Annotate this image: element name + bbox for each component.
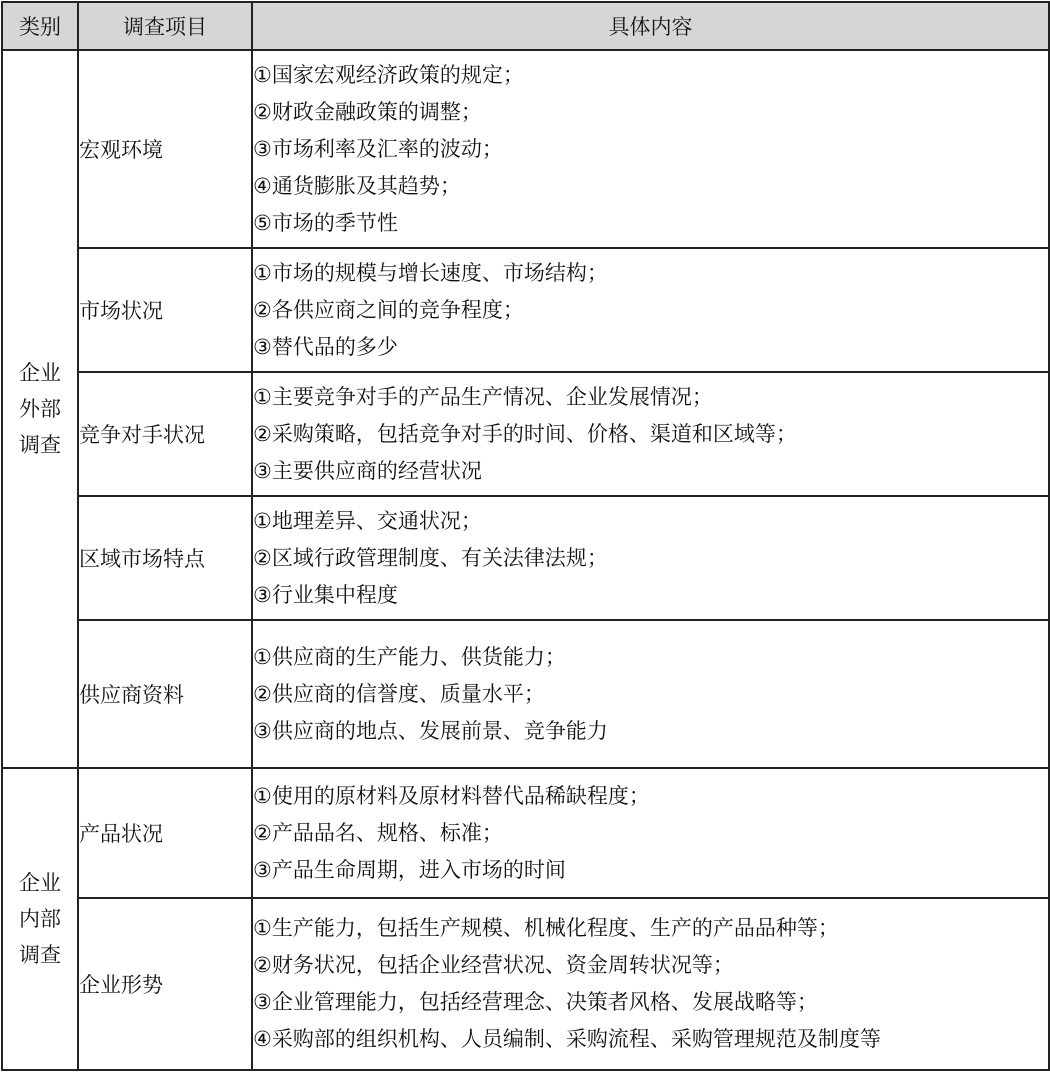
content-line: ③产品生命周期，进入市场的时间 (253, 857, 566, 882)
content-line: ③企业管理能力，包括经营理念、决策者风格、发展战略等； (253, 990, 818, 1014)
content-line: ①供应商的生产能力、供货能力； (253, 644, 566, 669)
content-line: ②各供应商之间的竞争程度； (253, 297, 524, 322)
content-line: ③主要供应商的经营状况 (253, 458, 482, 483)
item-cell: 区域市场特点 (78, 496, 252, 620)
table-row (2, 50, 1049, 248)
content-line: ②采购策略，包括竞争对手的时间、价格、渠道和区域等； (253, 421, 797, 446)
content-line: ⑤市场的季节性 (253, 210, 398, 235)
content-line: ④通货膨胀及其趋势； (253, 173, 461, 198)
content-line: ③替代品的多少 (253, 334, 398, 359)
table-row (2, 898, 1049, 1070)
content-line: ①使用的原材料及原材料替代品稀缺程度； (253, 783, 650, 808)
content-line: ①国家宏观经济政策的规定； (253, 62, 524, 87)
category-line: 内部 (19, 907, 61, 931)
content-cell (252, 898, 1049, 1070)
table-row (2, 768, 1049, 898)
item-cell: 供应商资料 (78, 620, 252, 768)
content-line: ③供应商的地点、发展前景、竞争能力 (253, 718, 608, 743)
item-cell: 竞争对手状况 (78, 372, 252, 496)
content-line: ①地理差异、交通状况； (253, 508, 482, 533)
header-category: 类别 (2, 2, 78, 50)
content-line: ②财政金融政策的调整； (253, 99, 482, 124)
table-row (2, 248, 1049, 372)
content-line: ③市场利率及汇率的波动； (253, 136, 503, 161)
category-internal (2, 768, 78, 1070)
content-line: ②财务状况，包括企业经营状况、资金周转状况等； (253, 953, 734, 977)
category-external (2, 50, 78, 768)
content-line: ①主要竞争对手的产品生产情况、企业发展情况； (253, 384, 713, 409)
content-cell (252, 372, 1049, 496)
content-line: ①生产能力，包括生产规模、机械化程度、生产的产品品种等； (253, 916, 839, 940)
content-cell (252, 768, 1049, 898)
survey-table (1, 1, 1050, 1071)
table-row (2, 620, 1049, 768)
item-cell: 市场状况 (78, 248, 252, 372)
item-cell: 产品状况 (78, 768, 252, 898)
content-line: ②区域行政管理制度、有关法律法规； (253, 545, 608, 570)
content-line: ④采购部的组织机构、人员编制、采购流程、采购管理规范及制度等 (253, 1027, 881, 1051)
content-cell (252, 248, 1049, 372)
category-line: 外部 (19, 397, 61, 421)
table-row (2, 372, 1049, 496)
content-line: ②产品品名、规格、标准； (253, 820, 503, 845)
category-line: 企业 (19, 871, 61, 895)
content-line: ②供应商的信誉度、质量水平； (253, 681, 545, 706)
table-row (2, 496, 1049, 620)
content-cell (252, 620, 1049, 768)
header-row (2, 2, 1049, 50)
content-cell (252, 50, 1049, 248)
header-item: 调查项目 (78, 2, 252, 50)
content-cell (252, 496, 1049, 620)
item-cell: 企业形势 (78, 898, 252, 1070)
category-line: 调查 (19, 943, 61, 967)
header-content: 具体内容 (252, 2, 1049, 50)
item-cell: 宏观环境 (78, 50, 252, 248)
category-line: 调查 (19, 433, 61, 457)
category-line: 企业 (19, 361, 61, 385)
content-line: ①市场的规模与增长速度、市场结构； (253, 260, 608, 285)
content-line: ③行业集中程度 (253, 582, 398, 607)
